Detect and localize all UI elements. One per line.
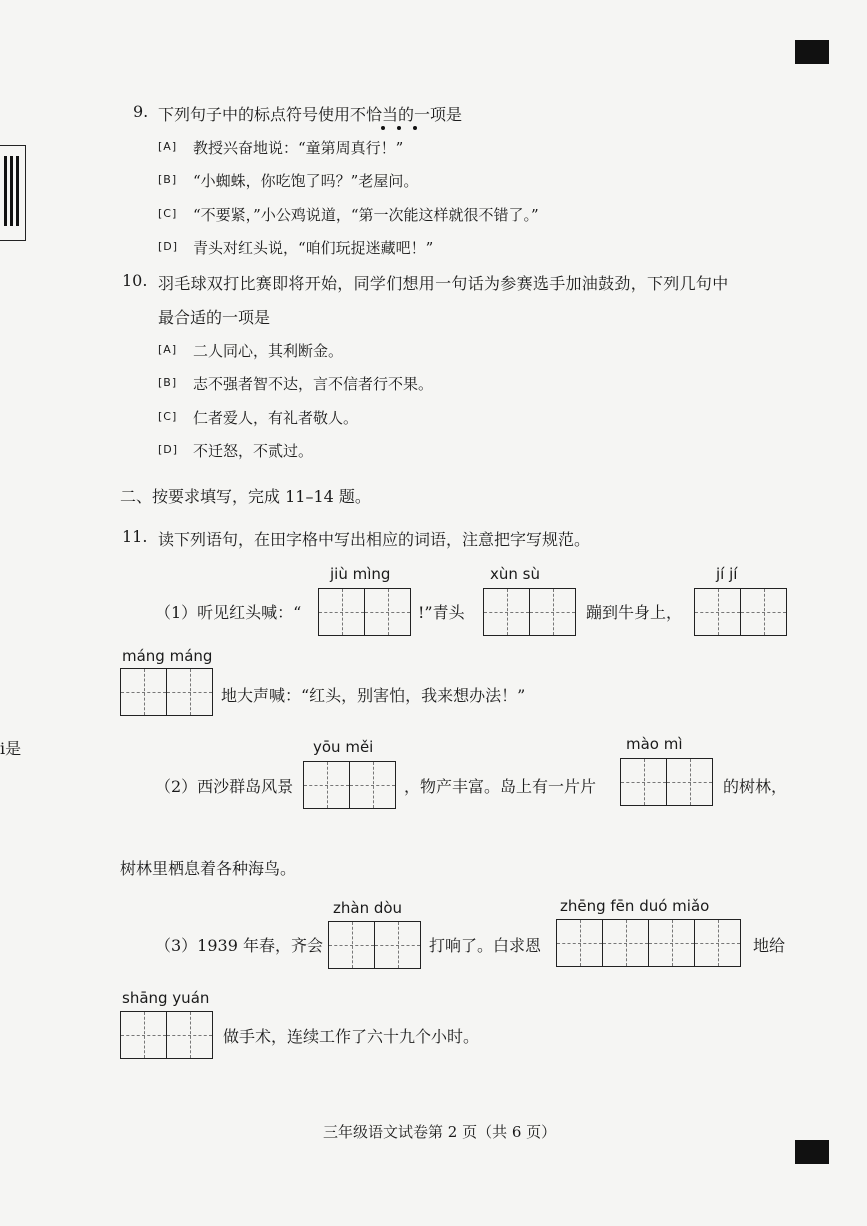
tianzige-cell[interactable]: [667, 759, 713, 805]
s3-pinyin-2: zhēng fēn duó miǎo: [560, 897, 710, 915]
tianzige-cell[interactable]: [695, 589, 741, 635]
s2-text-3: 的树林，: [723, 777, 788, 796]
margin-text: i是: [0, 739, 22, 758]
s2-text-1: （2）西沙群岛风景: [155, 777, 294, 796]
q10-option-b-letter: [B]: [158, 376, 178, 389]
q9-option-b-letter: [B]: [158, 173, 178, 186]
s2-text-2: ，物产丰富。岛上有一片片: [404, 777, 597, 796]
s1-tianzige-3[interactable]: [694, 588, 787, 636]
q9-option-d-letter: [D]: [158, 240, 179, 253]
tianzige-cell[interactable]: [484, 589, 530, 635]
s3-text-2: 打响了。白求恩: [429, 936, 542, 955]
s3-tianzige-3[interactable]: [120, 1011, 213, 1059]
q9-stem: 下列句子中的标点符号使用不恰当的一项是: [158, 105, 463, 124]
s2-tianzige-1[interactable]: [303, 761, 396, 809]
s1-text-2: !”青头: [418, 603, 465, 622]
s1-text-4: 地大声喊：“红头，别害怕，我来想办法！”: [221, 686, 526, 705]
s1-text-1: （1）听见红头喊：“: [155, 603, 302, 622]
s1-tianzige-4[interactable]: [120, 668, 213, 716]
s1-pinyin-2: xùn sù: [490, 565, 540, 583]
emphasized-text: 不恰当: [350, 105, 399, 124]
s2-tianzige-2[interactable]: [620, 758, 713, 806]
s1-pinyin-3: jí jí: [716, 565, 738, 583]
q10-option-c-letter: [C]: [158, 410, 178, 423]
q11-number: 11.: [122, 527, 148, 546]
tianzige-cell[interactable]: [649, 920, 695, 966]
tianzige-cell[interactable]: [350, 762, 396, 808]
registration-mark-bottom: [795, 1140, 829, 1164]
s3-text-1: （3）1939 年春，齐会: [155, 936, 323, 955]
s3-pinyin-3: shāng yuán: [122, 989, 210, 1007]
s2-pinyin-2: mào mì: [626, 735, 683, 753]
section-2-heading: 二、按要求填写，完成 11–14 题。: [120, 487, 371, 506]
q11-stem: 读下列语句，在田字格中写出相应的词语，注意把字写规范。: [158, 530, 591, 549]
tianzige-cell[interactable]: [167, 669, 213, 715]
tianzige-cell[interactable]: [121, 669, 167, 715]
q9-option-d-text: 青头对红头说，“咱们玩捉迷藏吧！”: [193, 239, 434, 257]
q9-option-a-letter: [A]: [158, 140, 178, 153]
page-footer: 三年级语文试卷第 2 页（共 6 页）: [323, 1123, 557, 1141]
tianzige-cell[interactable]: [121, 1012, 167, 1058]
tianzige-cell[interactable]: [621, 759, 667, 805]
tianzige-cell[interactable]: [557, 920, 603, 966]
s3-tianzige-2[interactable]: [556, 919, 741, 967]
tianzige-cell[interactable]: [375, 922, 421, 968]
registration-mark-top: [795, 40, 829, 64]
s3-text-3: 地给: [753, 936, 786, 955]
s3-tianzige-1[interactable]: [328, 921, 421, 969]
s1-text-3: 蹦到牛身上，: [586, 603, 683, 622]
emphasis-dot: [413, 126, 417, 130]
q9-number: 9.: [133, 102, 149, 121]
s1-pinyin-4: máng máng: [122, 647, 213, 665]
s1-pinyin-1: jiù mìng: [330, 565, 391, 583]
q10-option-c-text: 仁者爱人，有礼者敬人。: [193, 409, 359, 427]
q10-option-a-text: 二人同心，其利断金。: [193, 342, 344, 360]
tianzige-cell[interactable]: [603, 920, 649, 966]
emphasis-dot: [397, 126, 401, 130]
tianzige-cell[interactable]: [167, 1012, 213, 1058]
q10-option-d-letter: [D]: [158, 443, 179, 456]
tianzige-cell[interactable]: [741, 589, 787, 635]
q9-option-a-text: 教授兴奋地说：“童第周真行！”: [193, 139, 404, 157]
s3-text-4: 做手术，连续工作了六十九个小时。: [223, 1027, 480, 1046]
q10-number: 10.: [122, 271, 148, 290]
emphasis-dot: [381, 126, 385, 130]
tianzige-cell[interactable]: [329, 922, 375, 968]
s2-pinyin-1: yōu měi: [313, 738, 374, 756]
tianzige-cell[interactable]: [365, 589, 411, 635]
tianzige-cell[interactable]: [530, 589, 576, 635]
q10-option-d-text: 不迁怒，不贰过。: [193, 442, 314, 460]
s2-text-4: 树林里栖息着各种海鸟。: [120, 859, 297, 878]
q9-option-b-text: “小蜘蛛，你吃饱了吗？”老屋问。: [193, 172, 419, 190]
s1-tianzige-2[interactable]: [483, 588, 576, 636]
s3-pinyin-1: zhàn dòu: [333, 899, 403, 917]
s1-tianzige-1[interactable]: [318, 588, 411, 636]
q9-option-c-text: “不要紧，”小公鸡说道，“第一次能这样就很不错了。”: [193, 206, 539, 224]
q9-option-c-letter: [C]: [158, 207, 178, 220]
tianzige-cell[interactable]: [695, 920, 741, 966]
q10-option-b-text: 志不强者智不达，言不信者行不果。: [193, 375, 434, 393]
q10-stem-line2: 最合适的一项是: [158, 308, 271, 327]
binding-bars: [0, 145, 26, 241]
tianzige-cell[interactable]: [304, 762, 350, 808]
q10-stem-line1: 羽毛球双打比赛即将开始，同学们想用一句话为参赛选手加油鼓劲，下列几句中: [158, 274, 729, 293]
q10-option-a-letter: [A]: [158, 343, 178, 356]
tianzige-cell[interactable]: [319, 589, 365, 635]
